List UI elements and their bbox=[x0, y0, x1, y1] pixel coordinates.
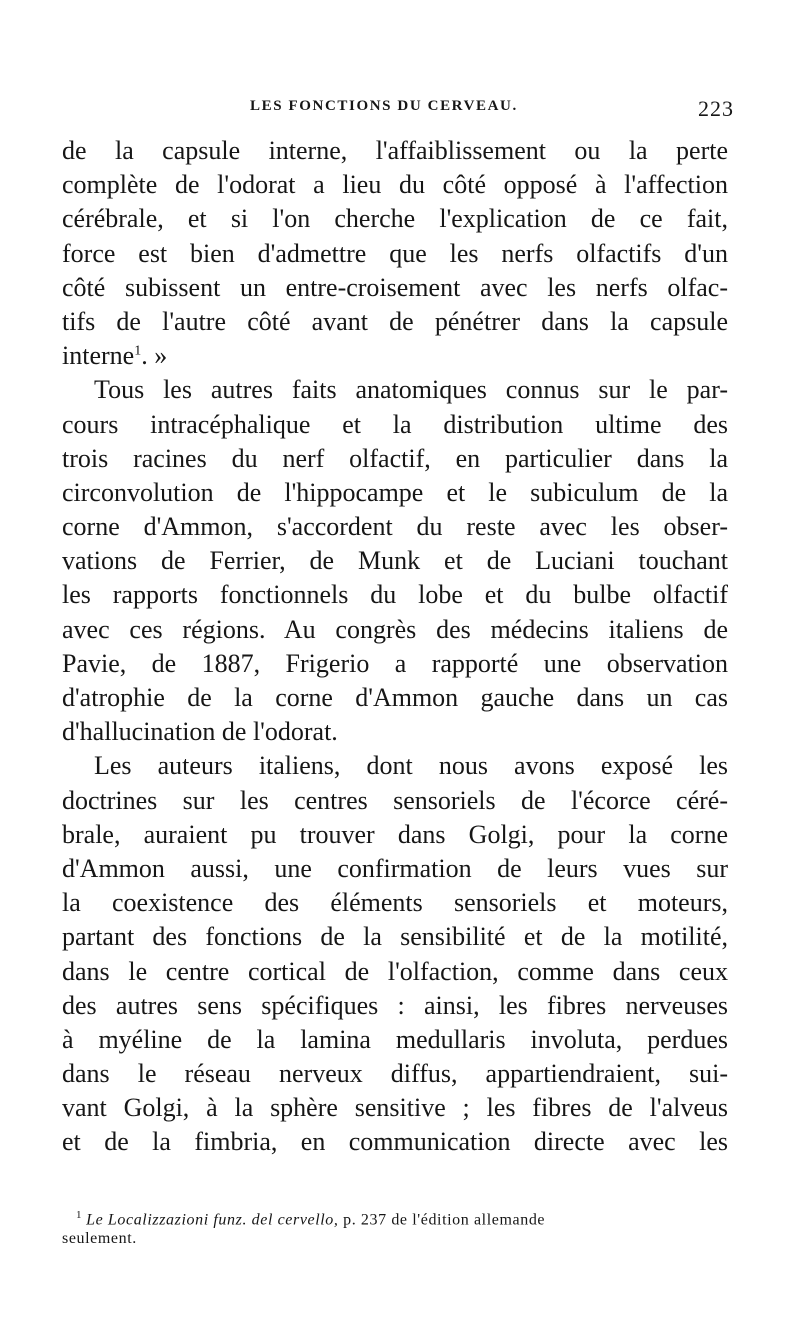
footnote-title: Le Localizzazioni funz. del cervello, bbox=[86, 1211, 339, 1229]
text-line: d'atrophie de la corne d'Ammon gauche dans un cas bbox=[62, 683, 728, 712]
running-head bbox=[60, 96, 740, 126]
text-line: Pavie, de 1887, Frigerio a rapporté une observation bbox=[62, 648, 728, 678]
text-line: Les auteurs italiens, dont nous avons exposé les bbox=[94, 751, 728, 781]
quote-close: . » bbox=[141, 341, 168, 371]
text-line: vations de Ferrier, de Munk et de Luciani touchant bbox=[62, 546, 728, 576]
text-line: circonvolution de l'hippocampe et le subiculum de la bbox=[62, 477, 728, 507]
text-line-with-note bbox=[62, 339, 728, 373]
text-line: tifs de l'autre côté avant de pénétrer dans la capsule bbox=[62, 306, 728, 336]
text-line: des autres sens spécifiques : ainsi, les fibres nerveuses bbox=[62, 990, 728, 1020]
footnote-text: p. 237 de l'édition allemande bbox=[338, 1211, 546, 1229]
text-line: la coexistence des éléments sensoriels et moteurs, bbox=[62, 888, 728, 918]
text-line: Tous les autres faits anatomiques connus sur le par- bbox=[94, 375, 728, 405]
text-line: dans le réseau nerveux diffus, appartiendraient, sui- bbox=[62, 1059, 728, 1089]
footnote bbox=[62, 1206, 728, 1248]
text-line: côté subissent un entre-croisement avec les nerfs olfac- bbox=[62, 272, 728, 302]
page-number: 223 bbox=[698, 96, 734, 121]
text-line: d'hallucination de l'odorat. bbox=[62, 717, 338, 747]
text-line: complète de l'odorat a lieu du côté opposé à l'affection bbox=[62, 170, 728, 200]
text-line: vant Golgi, à la sphère sensitive ; les fibres de l'alveus bbox=[62, 1093, 728, 1123]
text-line: de la capsule interne, l'affaiblissement ou la perte bbox=[62, 136, 728, 165]
text-fragment: interne bbox=[62, 341, 135, 371]
footnote-line bbox=[62, 1206, 728, 1229]
text-line: brale, auraient pu trouver dans Golgi, pour la corne bbox=[62, 819, 728, 849]
footnote-reference: 1 bbox=[134, 343, 142, 359]
text-line: partant des fonctions de la sensibilité et de la motilité, bbox=[62, 922, 728, 952]
footnote-line: seulement. bbox=[62, 1230, 137, 1248]
body-text bbox=[62, 134, 728, 1160]
text-line: les rapports fonctionnels du lobe et du bulbe olfactif bbox=[62, 580, 728, 610]
text-line: force est bien d'admettre que les nerfs olfactifs d'un bbox=[62, 238, 728, 268]
text-line: corne d'Ammon, s'accordent du reste avec les obser- bbox=[62, 512, 728, 542]
text-line: cérébrale, et si l'on cherche l'explication de ce fait, bbox=[62, 204, 728, 234]
text-line: dans le centre cortical de l'olfaction, comme dans ceux bbox=[62, 956, 728, 986]
running-title: LES FONCTIONS DU CERVEAU. bbox=[250, 98, 518, 114]
text-line: cours intracéphalique et la distribution ultime des bbox=[62, 409, 728, 439]
footnote-mark: 1 bbox=[76, 1209, 83, 1221]
text-line: et de la fimbria, en communication directe avec les bbox=[62, 1127, 728, 1157]
text-line: à myéline de la lamina medullaris involuta, perdues bbox=[62, 1024, 728, 1054]
text-line: avec ces régions. Au congrès des médecins italiens de bbox=[62, 614, 728, 644]
text-line: doctrines sur les centres sensoriels de l'écorce céré- bbox=[62, 785, 728, 815]
text-line: trois racines du nerf olfactif, en particulier dans la bbox=[62, 443, 728, 473]
text-line: d'Ammon aussi, une confirmation de leurs vues sur bbox=[62, 853, 728, 883]
